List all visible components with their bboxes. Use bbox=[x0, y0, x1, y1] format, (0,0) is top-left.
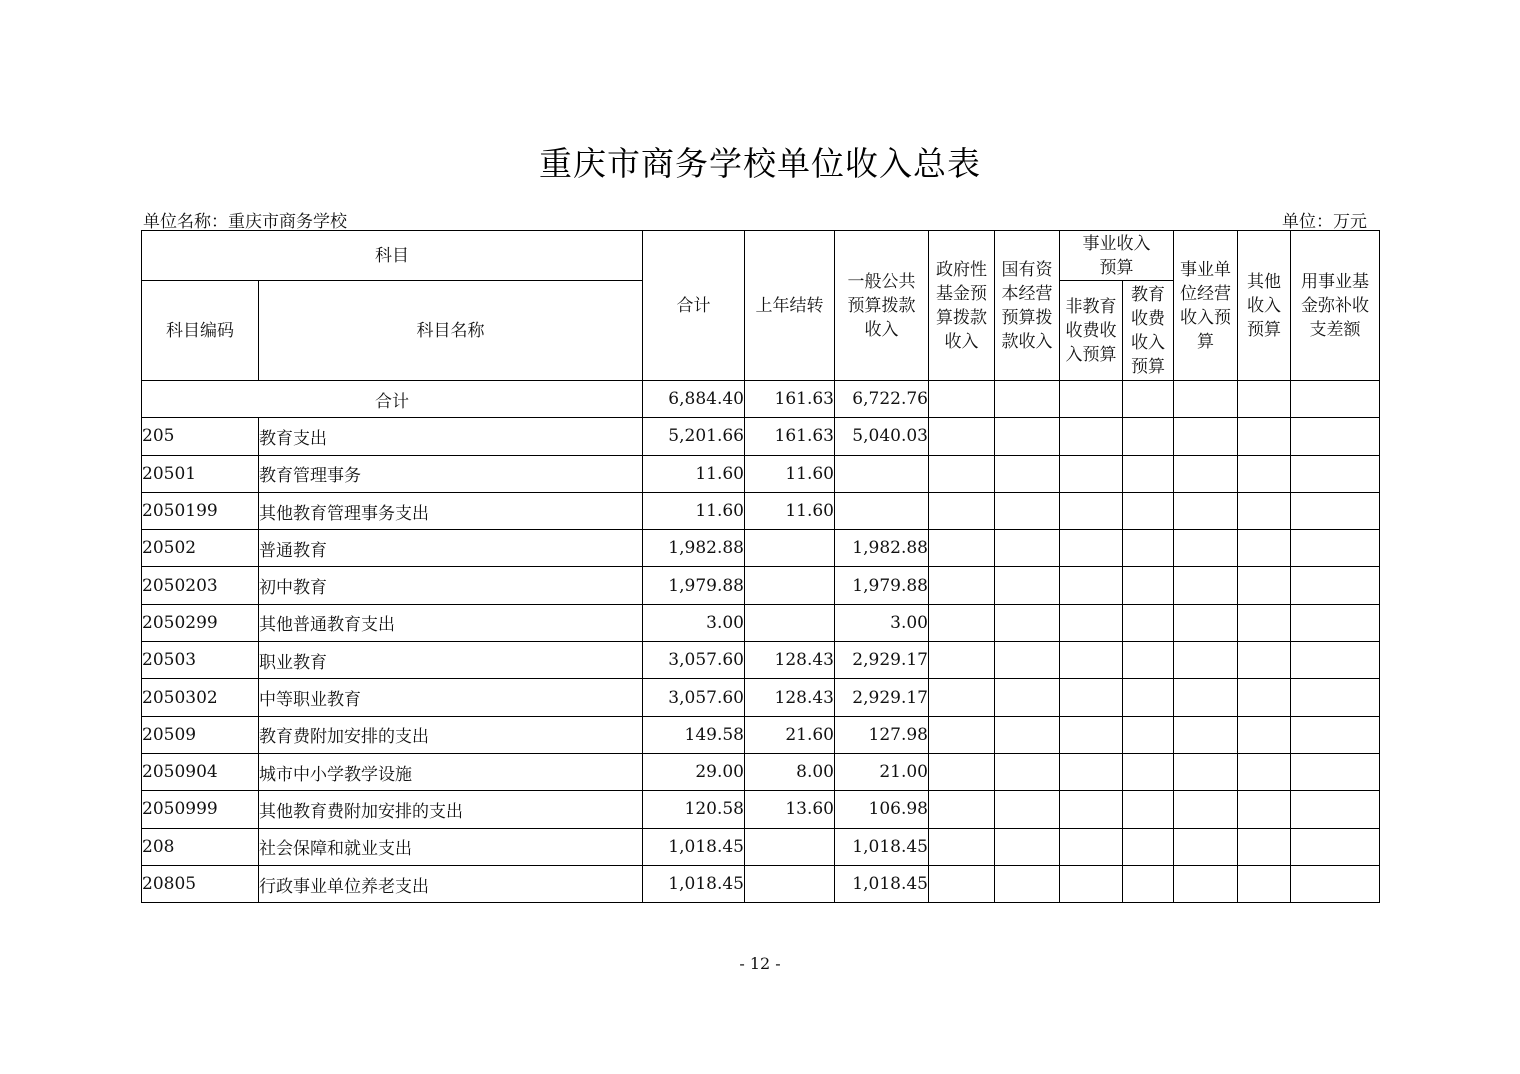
total-general: 6,722.76 bbox=[835, 381, 929, 418]
subject-code: 2050904 bbox=[142, 753, 259, 790]
subject-name: 教育管理事务 bbox=[259, 455, 643, 492]
row-total: 5,201.66 bbox=[643, 418, 745, 455]
row-general: 127.98 bbox=[835, 716, 929, 753]
subject-name: 初中教育 bbox=[259, 567, 643, 604]
row-carryover: 161.63 bbox=[745, 418, 835, 455]
table-row bbox=[142, 642, 1380, 679]
subject-name: 其他教育费附加安排的支出 bbox=[259, 791, 643, 828]
header-gov-fund: 政府性基金预算拨款收入 bbox=[929, 231, 995, 381]
row-total: 29.00 bbox=[643, 753, 745, 790]
row-total: 1,982.88 bbox=[643, 530, 745, 567]
row-general: 1,018.45 bbox=[835, 828, 929, 865]
table-row bbox=[142, 828, 1380, 865]
header-career-unit: 事业单位经营收入预算 bbox=[1174, 231, 1238, 381]
total-row bbox=[142, 381, 1380, 418]
subject-code: 2050199 bbox=[142, 492, 259, 529]
row-general: 1,982.88 bbox=[835, 530, 929, 567]
row-total: 11.60 bbox=[643, 455, 745, 492]
row-carryover: 21.60 bbox=[745, 716, 835, 753]
total-label: 合计 bbox=[142, 381, 643, 418]
subject-code: 2050999 bbox=[142, 791, 259, 828]
header-name: 科目名称 bbox=[259, 281, 643, 381]
subject-name: 中等职业教育 bbox=[259, 679, 643, 716]
row-general: 5,040.03 bbox=[835, 418, 929, 455]
row-carryover bbox=[745, 567, 835, 604]
currency-unit-label: 单位：万元 bbox=[1282, 212, 1367, 232]
header-total: 合计 bbox=[643, 231, 745, 381]
subject-code: 20509 bbox=[142, 716, 259, 753]
table-row bbox=[142, 791, 1380, 828]
subject-code: 20501 bbox=[142, 455, 259, 492]
table-row bbox=[142, 567, 1380, 604]
page-title: 重庆市商务学校单位收入总表 bbox=[539, 144, 981, 183]
subject-code: 2050302 bbox=[142, 679, 259, 716]
page-number: - 12 - bbox=[739, 954, 781, 973]
header-fund-supplement: 用事业基金弥补收支差额 bbox=[1291, 231, 1380, 381]
subject-code: 20805 bbox=[142, 865, 259, 902]
subject-name: 社会保障和就业支出 bbox=[259, 828, 643, 865]
header-general-budget: 一般公共预算拨款收入 bbox=[835, 231, 929, 381]
row-general: 3.00 bbox=[835, 604, 929, 641]
subject-code: 2050299 bbox=[142, 604, 259, 641]
row-total: 1,018.45 bbox=[643, 828, 745, 865]
row-general: 106.98 bbox=[835, 791, 929, 828]
subject-name: 其他教育管理事务支出 bbox=[259, 492, 643, 529]
table-row bbox=[142, 418, 1380, 455]
subject-name: 教育费附加安排的支出 bbox=[259, 716, 643, 753]
row-general: 21.00 bbox=[835, 753, 929, 790]
subject-code: 20502 bbox=[142, 530, 259, 567]
header-carryover: 上年结转 bbox=[745, 231, 835, 381]
subject-name: 其他普通教育支出 bbox=[259, 604, 643, 641]
table-row bbox=[142, 492, 1380, 529]
table-row bbox=[142, 604, 1380, 641]
table-row bbox=[142, 679, 1380, 716]
row-total: 3,057.60 bbox=[643, 679, 745, 716]
row-carryover: 11.60 bbox=[745, 492, 835, 529]
subject-code: 20503 bbox=[142, 642, 259, 679]
header-subject: 科目 bbox=[142, 231, 643, 281]
row-carryover bbox=[745, 828, 835, 865]
table-row bbox=[142, 530, 1380, 567]
row-carryover: 11.60 bbox=[745, 455, 835, 492]
header-code: 科目编码 bbox=[142, 281, 259, 381]
table-row bbox=[142, 865, 1380, 902]
subject-name: 城市中小学教学设施 bbox=[259, 753, 643, 790]
row-carryover bbox=[745, 865, 835, 902]
subject-name: 教育支出 bbox=[259, 418, 643, 455]
row-general: 1,018.45 bbox=[835, 865, 929, 902]
subject-code: 2050203 bbox=[142, 567, 259, 604]
header-state-capital: 国有资本经营预算拨款收入 bbox=[995, 231, 1060, 381]
table-row bbox=[142, 753, 1380, 790]
table-row bbox=[142, 455, 1380, 492]
row-general bbox=[835, 455, 929, 492]
row-carryover: 8.00 bbox=[745, 753, 835, 790]
row-total: 11.60 bbox=[643, 492, 745, 529]
total-carryover: 161.63 bbox=[745, 381, 835, 418]
header-edu-fee: 教育收费收入预算 bbox=[1123, 281, 1174, 381]
subject-name: 职业教育 bbox=[259, 642, 643, 679]
row-general: 2,929.17 bbox=[835, 679, 929, 716]
row-general: 2,929.17 bbox=[835, 642, 929, 679]
row-total: 1,979.88 bbox=[643, 567, 745, 604]
header-other: 其他收入预算 bbox=[1238, 231, 1291, 381]
row-total: 3.00 bbox=[643, 604, 745, 641]
row-carryover bbox=[745, 604, 835, 641]
unit-name-label: 单位名称：重庆市商务学校 bbox=[143, 212, 347, 232]
row-general bbox=[835, 492, 929, 529]
row-carryover: 13.60 bbox=[745, 791, 835, 828]
row-total: 149.58 bbox=[643, 716, 745, 753]
row-total: 120.58 bbox=[643, 791, 745, 828]
row-general: 1,979.88 bbox=[835, 567, 929, 604]
header-non-edu-fee: 非教育收费收入预算 bbox=[1060, 281, 1123, 381]
row-carryover: 128.43 bbox=[745, 642, 835, 679]
subject-name: 行政事业单位养老支出 bbox=[259, 865, 643, 902]
header-career-income: 事业收入预算 bbox=[1060, 231, 1174, 281]
subject-name: 普通教育 bbox=[259, 530, 643, 567]
subject-code: 205 bbox=[142, 418, 259, 455]
total-amount: 6,884.40 bbox=[643, 381, 745, 418]
table-row bbox=[142, 716, 1380, 753]
row-carryover bbox=[745, 530, 835, 567]
income-summary-table bbox=[141, 230, 1380, 903]
row-carryover: 128.43 bbox=[745, 679, 835, 716]
subject-code: 208 bbox=[142, 828, 259, 865]
row-total: 1,018.45 bbox=[643, 865, 745, 902]
row-total: 3,057.60 bbox=[643, 642, 745, 679]
